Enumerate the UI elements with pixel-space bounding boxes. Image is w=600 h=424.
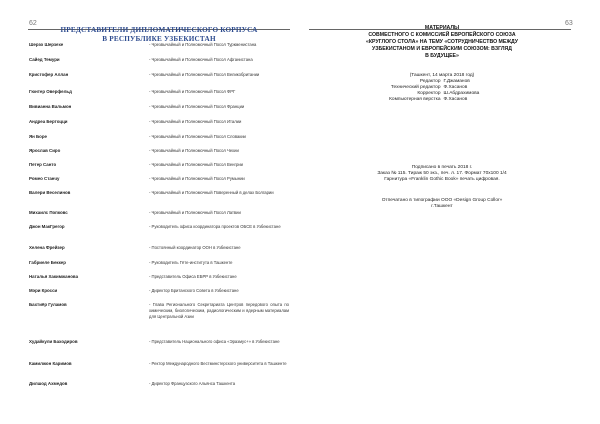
representative-name: Наталья Хакимжанова <box>29 274 79 279</box>
table-row <box>29 339 291 361</box>
representative-name: Михаилс Попковс <box>29 210 68 215</box>
representative-position: - Чрезвычайный и Полномочный Посол Чехии <box>149 148 239 153</box>
representative-name: Ярослав Сиро <box>29 148 61 153</box>
representative-position: - Чрезвычайный и Полномочный Посол Франции <box>149 104 245 109</box>
representative-position: - Чрезвычайный и Полномочный Посол Великобритании <box>149 72 260 77</box>
credit-role: Технический редактор <box>390 85 441 91</box>
representative-name: Ян Боре <box>29 134 47 139</box>
representative-name: Валери Веселинов <box>29 190 71 195</box>
representative-position: - Чрезвычайный и Полномочный Посол Венгрии <box>149 162 243 167</box>
representative-position: - Представитель Офиса ЕБРР в Узбекистане <box>149 274 237 279</box>
materials-title <box>318 25 566 60</box>
credit-role: Корректор <box>417 91 441 97</box>
credits-list <box>318 79 566 103</box>
printing-house-line: г.Ташкент <box>431 204 453 210</box>
printing-house <box>318 198 566 210</box>
table-row <box>29 104 291 119</box>
representative-name: Ромео Станчу <box>29 176 60 181</box>
materials-title-line: В БУДУЩЕЕ» <box>425 53 459 59</box>
representative-name: Вивианна Вальмон <box>29 104 72 109</box>
representative-name: Худайкули Баходиров <box>29 339 78 344</box>
table-row <box>29 134 291 148</box>
representative-position: - Директор Французского Альянса Ташкента <box>149 381 236 386</box>
representative-name: Бахтиёр Гуламов <box>29 302 67 307</box>
representatives-table <box>29 42 291 395</box>
credit-person: Ф.Хасанов <box>443 97 468 103</box>
table-row <box>29 210 291 224</box>
table-row <box>29 302 291 339</box>
representative-position: - Представитель Национального офиса «Эразмус+» в Узбекистане <box>149 339 280 344</box>
title-line: В РЕСПУБЛИКЕ УЗБЕКИСТАН <box>102 35 216 43</box>
representative-position: - Руководитель Гёте-института в Ташкенте <box>149 260 233 265</box>
print-info-line: Подписано в печать 2018 г. <box>411 165 473 170</box>
representative-name: Джон МакГрегор <box>29 224 65 229</box>
representative-position: - Постоянный координатор ООН в Узбекистане <box>149 245 241 250</box>
representative-name: Хелена Фрейзер <box>29 245 65 250</box>
credit-person: Ф.Хасанов <box>443 85 468 91</box>
table-row <box>29 190 291 210</box>
print-info <box>318 165 566 183</box>
credit-person: Г.Джаманов <box>443 79 470 85</box>
print-info-line: Гарнитура «Franklin Gothic Book» печать цифровая. <box>384 177 500 183</box>
representative-name: Петер Санто <box>29 162 57 167</box>
representative-name: Мэри Кросси <box>29 288 58 293</box>
materials-title-line: СОВМЕСТНОГО С КОМИССИЕЙ ЕВРОПЕЙСКОГО СОЮЗА <box>368 32 516 38</box>
representative-position: - Чрезвычайный и Полномочный Поверенный в делах Болгарии <box>149 190 274 195</box>
representative-name: Камилжон Каримов <box>29 361 72 366</box>
representative-name: Кристофер Аллан <box>29 72 69 77</box>
printing-house-line: Отпечатано в типографии ООО «Design Group Collor» <box>381 198 503 203</box>
title-line: ПРЕДСТАВИТЕЛИ ДИПЛОМАТИЧЕСКОГО КОРПУСА <box>60 26 258 34</box>
representative-name: Дилшод Ахмедов <box>29 381 68 386</box>
materials-title-line: МАТЕРИАЛЫ <box>424 25 460 31</box>
table-row <box>29 89 291 104</box>
table-row <box>29 148 291 162</box>
representative-position: - Ректор Международного Вестминстерского университета в Ташкенте <box>149 361 287 366</box>
representative-position: - Директор Британского Совета в Узбекистане <box>149 288 239 293</box>
credit-role: Редактор <box>419 79 441 85</box>
materials-title-line: «КРУГЛОГО СТОЛА» НА ТЕМУ «СОТРУДНИЧЕСТВО МЕЖДУ <box>366 39 518 45</box>
representative-position: - Чрезвычайный и Полномочный Посол ФРГ <box>149 89 236 94</box>
table-row <box>29 72 291 89</box>
table-row <box>29 260 291 274</box>
table-row <box>29 381 291 395</box>
materials-title-line: УЗБЕКИСТАНОМ И ЕВРОПЕЙСКИМ СОЮЗОМ: ВЗГЛЯД <box>372 46 512 52</box>
table-row <box>29 42 291 57</box>
credit-person: Ш.Абдрахимова <box>443 91 480 97</box>
credit-row <box>318 97 566 103</box>
representative-position: - Чрезвычайный и Полномочный Посол Словакии <box>149 134 246 139</box>
table-row <box>29 162 291 176</box>
table-row <box>29 361 291 381</box>
table-row <box>29 119 291 134</box>
page-number-right: 63 <box>565 20 573 27</box>
table-row <box>29 224 291 245</box>
representative-name: Гюнтер Оверфельд <box>29 89 72 94</box>
representative-name: Андреа Бертоцци <box>29 119 68 124</box>
representative-name: Шерзо Шерзехе <box>29 42 64 47</box>
representative-name: Сайед Темури <box>29 57 60 62</box>
table-row <box>29 274 291 288</box>
publication-meta <box>318 73 566 103</box>
representative-position: - Руководитель офиса координатора проектов ОБСЕ в Узбекистане <box>149 224 281 229</box>
representative-position: - Чрезвычайный и Полномочный Посол Афганистана <box>149 57 253 62</box>
credit-role: Компьютерная верстка <box>389 97 441 103</box>
representative-position: - Чрезвычайный и Полномочный Посол Италии <box>149 119 242 124</box>
table-row <box>29 288 291 302</box>
representative-position: - Чрезвычайный и Полномочный Посол Туркменистана <box>149 42 257 47</box>
date-location: (Ташкент, 14 марта 2018 год) <box>409 73 475 78</box>
representative-position: - Чрезвычайный и Полномочный Посол Румынии <box>149 176 245 181</box>
print-info-line: Заказ № 115. Тираж 50 экз., печ. л. 17. Формат 70х100 1/4 <box>377 171 507 177</box>
page-number-left: 62 <box>29 20 37 27</box>
table-row <box>29 57 291 72</box>
table-row <box>29 176 291 190</box>
representative-name: Габриеле Беккер <box>29 260 66 265</box>
table-row <box>29 245 291 260</box>
representative-position: - Чрезвычайный и Полномочный Посол Латвии <box>149 210 241 215</box>
representative-position: - Глава Регионального Секретариата Центров передового опыта по химическим, биологическим, радиологическим и ядерным материалам для Центральной Азии <box>149 302 289 319</box>
